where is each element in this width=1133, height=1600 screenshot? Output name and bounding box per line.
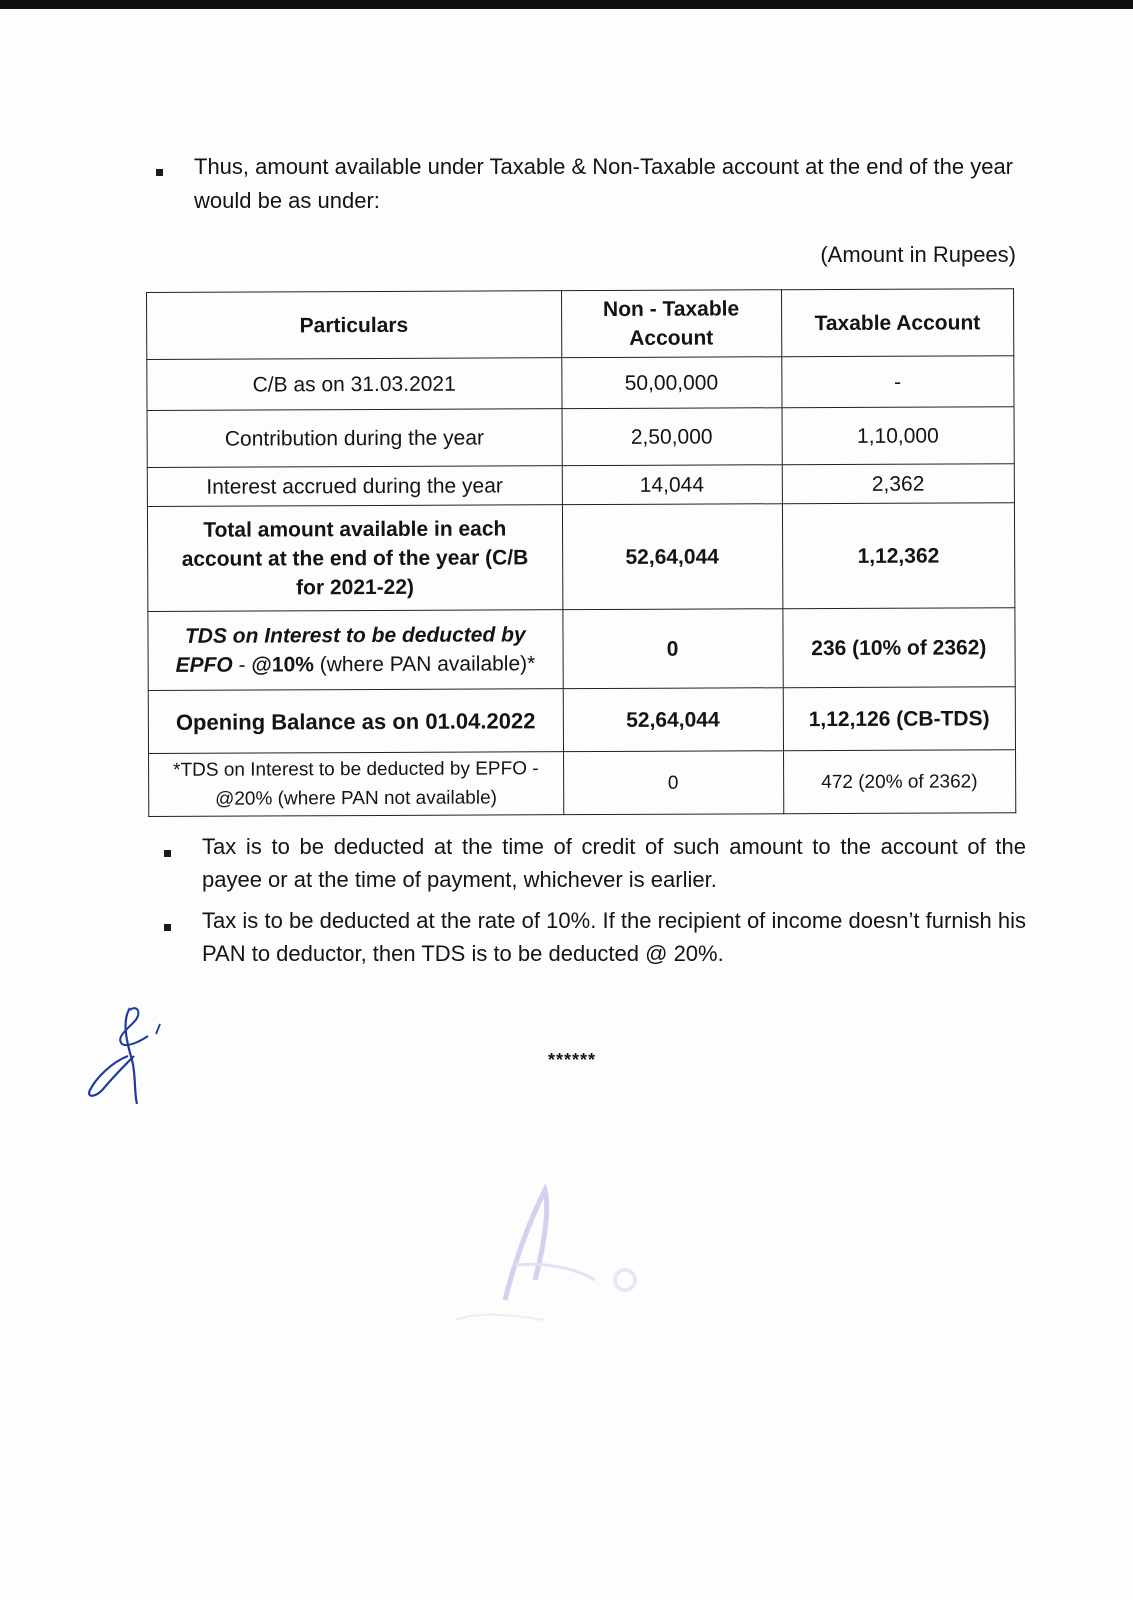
tds-condition: (where PAN available)* — [313, 652, 536, 677]
table-row — [147, 503, 1014, 612]
cell-taxable: 472 (20% of 2362) — [783, 750, 1016, 814]
signature-icon — [82, 1000, 172, 1110]
cell-particulars: Contribution during the year — [147, 409, 562, 468]
bullet-icon — [164, 850, 171, 857]
cell-non-taxable: 14,044 — [562, 465, 782, 505]
cell-particulars: C/B as on 31.03.2021 — [147, 358, 562, 411]
table-row — [147, 407, 1014, 468]
end-marker: ****** — [548, 1050, 597, 1070]
tds-rate: @10% — [251, 653, 314, 677]
table-row — [148, 608, 1015, 691]
note-text: Tax is to be deducted at the time of credit of such amount to the account of the payee or at the time of payment, whichever is earlier. — [202, 834, 1026, 892]
intro-paragraph — [150, 150, 1020, 218]
cell-particulars: Opening Balance as on 01.04.2022 — [148, 689, 563, 754]
cell-taxable: - — [781, 356, 1014, 408]
tds-label: TDS on Interest to be deducted by EPFO — [175, 623, 526, 677]
accounts-table — [146, 288, 1016, 817]
cell-taxable: 2,362 — [782, 464, 1015, 504]
cell-particulars: *TDS on Interest to be deducted by EPFO - @20% (where PAN not available) — [149, 752, 564, 817]
intro-text: Thus, amount available under Taxable & Non-Taxable account at the end of the year would be as under: — [194, 154, 1014, 213]
tds-separator: - — [232, 653, 252, 677]
cell-non-taxable: 52,64,044 — [563, 688, 783, 752]
cell-taxable: 1,10,000 — [782, 407, 1015, 465]
list-item — [160, 904, 1026, 970]
scan-top-edge — [0, 0, 1133, 9]
cell-taxable: 1,12,362 — [782, 503, 1015, 609]
faded-stamp-icon — [445, 1170, 655, 1330]
bullet-icon — [156, 169, 163, 176]
cell-non-taxable: 50,00,000 — [561, 357, 781, 409]
table-row — [147, 464, 1014, 507]
cell-non-taxable: 52,64,044 — [562, 504, 782, 610]
cell-particulars — [148, 610, 563, 691]
cell-non-taxable: 0 — [562, 609, 782, 689]
notes-list — [160, 830, 1026, 978]
table-row — [149, 750, 1016, 817]
table-row — [148, 687, 1015, 754]
cell-particulars: Interest accrued during the year — [147, 466, 562, 507]
cell-particulars: Total amount available in each account at the end of the year (C/B for 2021-22) — [147, 505, 562, 612]
table-header-row — [147, 289, 1014, 360]
cell-non-taxable: 0 — [563, 751, 783, 815]
cell-non-taxable: 2,50,000 — [562, 408, 782, 466]
bullet-icon — [164, 924, 171, 931]
unit-note: (Amount in Rupees) — [820, 242, 1016, 267]
header-non-taxable: Non - Taxable Account — [561, 290, 781, 358]
list-item — [160, 830, 1026, 896]
table-row — [147, 356, 1014, 411]
header-taxable: Taxable Account — [781, 289, 1014, 357]
header-particulars: Particulars — [147, 291, 562, 360]
cell-taxable: 236 (10% of 2362) — [782, 608, 1015, 688]
note-text: Tax is to be deducted at the rate of 10%. If the recipient of income doesn’t furnish his PAN to deductor, then TDS is to be deducted @ 20%. — [202, 908, 1026, 966]
cell-taxable: 1,12,126 (CB-TDS) — [783, 687, 1016, 751]
